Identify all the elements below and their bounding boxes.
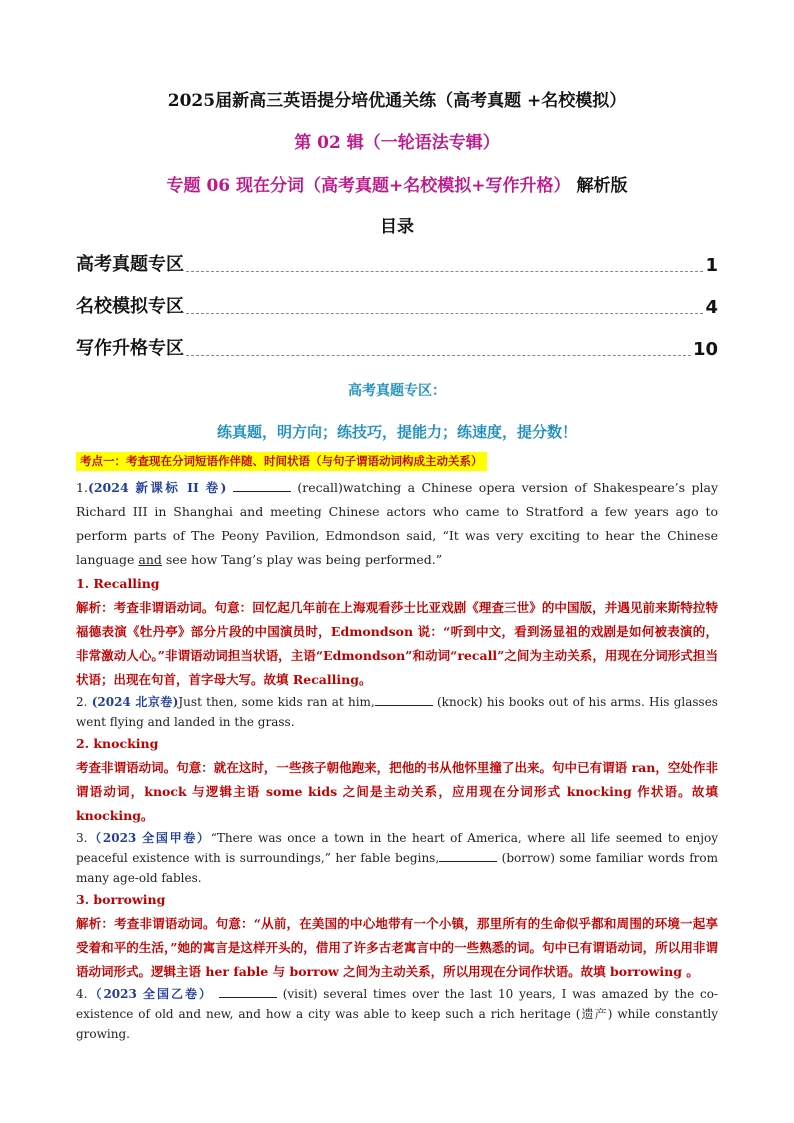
toc-entry-page: 10 bbox=[692, 339, 718, 360]
question-number: 1. bbox=[76, 480, 88, 495]
question-source: (2024 新课标 II 卷) bbox=[87, 480, 227, 495]
topic-title bbox=[0, 171, 794, 196]
underlined-word: and bbox=[138, 552, 162, 567]
answer-line: 3. borrowing bbox=[76, 892, 166, 907]
question-text: see how Tang’s play was being performed.” bbox=[161, 552, 443, 567]
explanation: 考查非谓语动词。句意：就在这时，一些孩子朝他跑来，把他的书从他怀里撞了出来。句中已有谓语 ran，空处作非谓语动词，knock 与逻辑主语 some kids 之间是主动关系，应用现在分词形式 knocking 作状语。故填 knocking。 bbox=[76, 760, 718, 823]
toc-entry-label: 高考真题专区 bbox=[76, 254, 184, 275]
explanation: 解析：考查非谓语动词。句意：回忆起几年前在上海观看莎士比亚戏剧《理查三世》的中国版，并遇见前来斯特拉特福德表演《牡丹亭》部分片段的中国演员时，Edmondson 说：“听到中文，看到汤显祖的戏剧是如何被表演的，非常激动人心。”非谓语动词担当状语，主语“Edmondson”和动词“recall”之间为主动关系，用现在分词形式担当状语；出现在句首，首字母大写。故填 Recalling。 bbox=[76, 600, 718, 687]
toc-entry[interactable] bbox=[76, 252, 718, 276]
toc-entry-page: 4 bbox=[705, 297, 718, 318]
answer-blank[interactable] bbox=[375, 693, 433, 706]
question-source: （2023 全国乙卷） bbox=[87, 987, 214, 1001]
series-title: 第 02 辑（一轮语法专辑） bbox=[294, 133, 500, 153]
question-source: (2024 北京卷) bbox=[91, 695, 179, 709]
toc-entry-page: 1 bbox=[705, 255, 718, 276]
answer-blank[interactable] bbox=[219, 985, 277, 998]
question-item bbox=[76, 476, 718, 572]
question-text: (visit) several times over the last 10 years, I was amazed by the co-existence of old and new, and how a city was able to keep such a rich heritage (遗产) while constantly growing. bbox=[76, 987, 718, 1041]
question-text: Just then, some kids ran at him, bbox=[178, 695, 375, 709]
question-text: (borrow) some familiar words from many age-old fables. bbox=[76, 851, 718, 885]
toc-leader bbox=[186, 271, 703, 272]
question-source: （2023 全国甲卷） bbox=[87, 831, 211, 845]
answer-line: 2. knocking bbox=[76, 736, 159, 751]
question-number: 4. bbox=[76, 987, 88, 1001]
question-text: (recall)watching a Chinese opera version of Shakespeare’s play Richard III in Shanghai and meeting Chinese actors who came to Stratford a few years ago to perform parts of The Peony Pavilion, Edmondson said, “It was very exciting to hear the Chinese language bbox=[76, 480, 718, 567]
toc-entry[interactable] bbox=[76, 336, 718, 360]
toc-entry-label: 名校模拟专区 bbox=[76, 296, 184, 317]
toc-entry-label: 写作升格专区 bbox=[76, 338, 184, 359]
document-title: 2025届新高三英语提分培优通关练（高考真题 +名校模拟） bbox=[167, 91, 627, 111]
answer-line: 1. Recalling bbox=[76, 576, 160, 591]
toc-heading: 目录 bbox=[380, 217, 414, 237]
question-item bbox=[76, 828, 718, 888]
question-text: (knock) his books out of his arms. His glasses went flying and landed in the grass. bbox=[76, 695, 718, 729]
toc-leader bbox=[186, 313, 703, 314]
question-text: “There was once a town in the heart of America, where all life seemed to enjoy peaceful existence with is surroundings,” her fable begins, bbox=[76, 831, 718, 865]
section-subtitle: 练真题，明方向；练技巧，提能力；练速度，提分数！ bbox=[216, 423, 577, 441]
answer-blank[interactable] bbox=[233, 479, 291, 492]
question-list bbox=[76, 476, 718, 1044]
question-number: 2. bbox=[76, 695, 88, 709]
answer-blank[interactable] bbox=[439, 849, 497, 862]
topic-title-main: 专题 06 现在分词（高考真题+名校模拟+写作升格） bbox=[166, 176, 571, 196]
toc-leader bbox=[186, 355, 691, 356]
topic-title-suffix: 解析版 bbox=[576, 176, 628, 196]
toc-entry[interactable] bbox=[76, 294, 718, 318]
question-item bbox=[76, 692, 718, 732]
question-item bbox=[76, 984, 718, 1044]
question-number: 3. bbox=[76, 831, 88, 845]
section-title: 高考真题专区： bbox=[348, 383, 446, 399]
key-point-highlight: 考点一：考查现在分词短语作伴随、时间状语（与句子谓语动词构成主动关系） bbox=[76, 452, 487, 471]
explanation: 解析：考查非谓语动词。句意：“从前，在美国的中心地带有一个小镇，那里所有的生命似乎都和周围的环境一起享受着和平的生活，”她的寓言是这样开头的，借用了许多古老寓言中的一些熟悉的词。句中已有谓语动词，所以用非谓语动词形式。逻辑主语 her fable 与 borrow 之间为主动关系，所以用现在分词作状语。故填 borrowing 。 bbox=[76, 916, 718, 979]
